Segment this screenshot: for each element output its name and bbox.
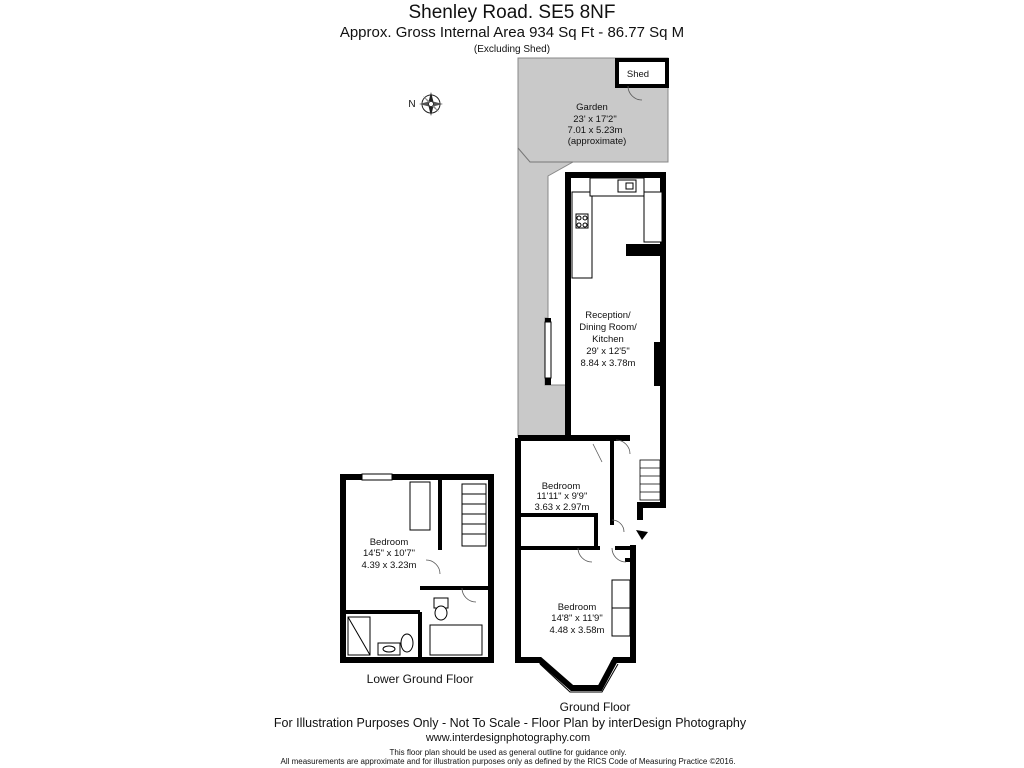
bedroom-lower-label: Bedroom: [369, 537, 409, 548]
bedroom-front-size-imperial: 14'8" x 11'9": [551, 613, 603, 624]
compass-north-label: N: [408, 99, 416, 110]
website-link[interactable]: www.interdesignphotography.com: [425, 732, 591, 744]
front-bedroom-wardrobe: [612, 580, 630, 636]
lower-ground-floor-label: Lower Ground Floor: [366, 672, 474, 686]
side-window: [545, 322, 551, 378]
bedroom-front-size-metric: 4.48 x 3.58m: [549, 625, 605, 636]
reception-size-metric: 8.84 x 3.78m: [580, 358, 636, 369]
bedroom-middle-size-imperial: 11'11" x 9'9": [536, 491, 588, 502]
ground-floor-stairs: [640, 460, 660, 500]
area-exclusion-note: (Excluding Shed): [473, 44, 551, 55]
compass-icon: [408, 92, 443, 116]
plan-title: Shenley Road. SE5 8NF: [408, 2, 616, 23]
kitchen-units: [572, 178, 662, 278]
bedroom-front-label: Bedroom: [557, 602, 597, 613]
gross-internal-area: Approx. Gross Internal Area 934 Sq Ft - 86.77 Sq M: [339, 24, 685, 41]
ground-floor-label: Ground Floor: [559, 700, 631, 714]
chimney-breast-2: [654, 342, 664, 386]
bedroom-lower-size-metric: 4.39 x 3.23m: [361, 560, 417, 571]
shed-label: Shed: [626, 69, 650, 80]
garden-size-metric: 7.01 x 5.23m: [567, 125, 623, 136]
bedroom-middle-size-metric: 3.63 x 2.97m: [534, 502, 590, 513]
entrance-arrow-icon: [636, 530, 648, 540]
reception-size-imperial: 29' x 12'5": [586, 346, 630, 357]
chimney-breast: [626, 244, 662, 256]
illustration-disclaimer: For Illustration Purposes Only - Not To Scale - Floor Plan by interDesign Photography: [273, 716, 747, 730]
reception-label-1: Reception/: [585, 310, 631, 321]
garden-label: Garden: [576, 102, 608, 113]
guidance-note: This floor plan should be used as general outline for guidance only.: [389, 748, 627, 757]
garden-size-note: (approximate): [567, 136, 627, 147]
garden-size-imperial: 23' x 17'2": [573, 114, 617, 125]
reception-label-3: Kitchen: [592, 334, 624, 345]
measurement-note: All measurements are approximate and for illustration purposes only as defined by the RICS Code of Measuring Practice ©2016.: [280, 757, 736, 766]
lower-window: [362, 474, 392, 480]
bedroom-middle-label: Bedroom: [541, 481, 581, 492]
reception-label-2: Dining Room/: [579, 322, 637, 333]
bedroom-lower-size-imperial: 14'5" x 10'7": [362, 548, 416, 559]
